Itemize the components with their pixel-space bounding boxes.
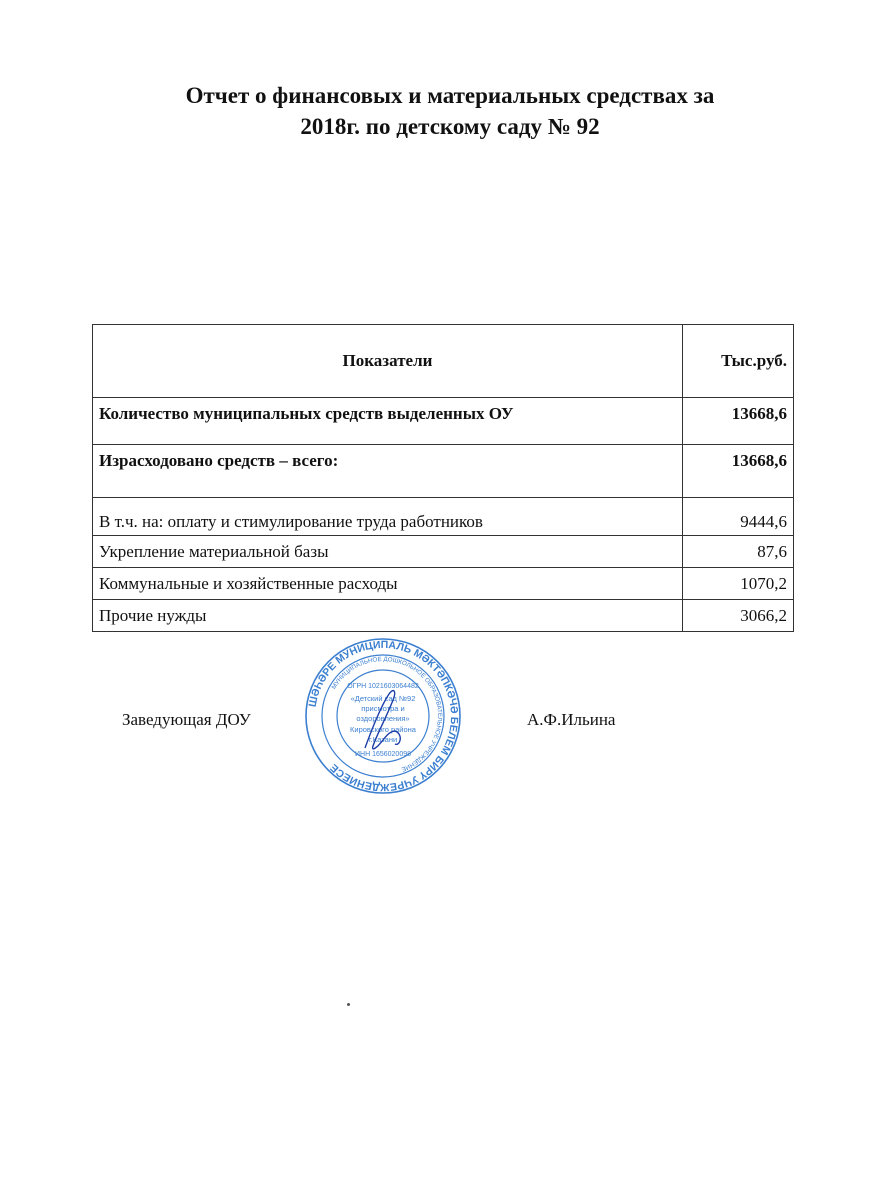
stamp-center-line: «Детский сад №92 (350, 694, 416, 703)
stamp-center-line: присмотра и (361, 704, 405, 713)
row-label: Израсходовано средств – всего: (93, 445, 683, 498)
signature-name: А.Ф.Ильина (527, 710, 616, 729)
title-line-1: Отчет о финансовых и материальных средствах за (185, 83, 715, 108)
stamp-ogrn: ОГРН 1021603064482 (347, 683, 419, 690)
stamp-center-line: Кировского района (350, 725, 416, 734)
stamp-seal-icon (303, 636, 463, 796)
financial-report-table (92, 324, 794, 632)
row-label: Коммунальные и хозяйственные расходы (93, 568, 683, 600)
table-row (93, 398, 794, 445)
row-value: 13668,6 (683, 445, 794, 498)
stamp-outer-text: ШӘҺӘРЕ МУНИЦИПАЛЬ МӘКТӘПКӘЧӘ БЕЛЕМ БИРҮ УЧРЕЖДЕНИЕСЕ (306, 638, 461, 794)
header-thousand-rubles: Тыс.руб. (683, 325, 794, 398)
table-row (93, 568, 794, 600)
stamp-center-line: г.Казани (368, 735, 398, 744)
row-label: В т.ч. на: оплату и стимулирование труда работников (93, 498, 683, 536)
stamp-inn: ИНН 1656020098 (354, 751, 412, 758)
row-label: Укрепление материальной базы (93, 536, 683, 568)
row-label: Количество муниципальных средств выделенных ОУ (93, 398, 683, 445)
table-row (93, 445, 794, 498)
row-label: Прочие нужды (93, 600, 683, 632)
table-row (93, 498, 794, 536)
row-value: 9444,6 (683, 498, 794, 536)
title-line-2: 2018г. по детскому саду № 92 (300, 114, 600, 139)
official-stamp (303, 636, 463, 796)
row-value: 1070,2 (683, 568, 794, 600)
row-value: 3066,2 (683, 600, 794, 632)
table-row (93, 536, 794, 568)
signature-position: Заведующая ДОУ (122, 710, 251, 729)
row-value: 13668,6 (683, 398, 794, 445)
header-indicators: Показатели (93, 325, 683, 398)
speck-dot (347, 1003, 350, 1006)
stamp-center-line: оздоровления» (356, 714, 410, 723)
document-title (120, 80, 780, 142)
table-header-row (93, 325, 794, 398)
table-row (93, 600, 794, 632)
row-value: 87,6 (683, 536, 794, 568)
stamp-ring-text: МУНИЦИПАЛЬНОЕ ДОШКОЛЬНОЕ ОБРАЗОВАТЕЛЬНОЕ УЧРЕЖДЕНИЕ (330, 655, 444, 773)
